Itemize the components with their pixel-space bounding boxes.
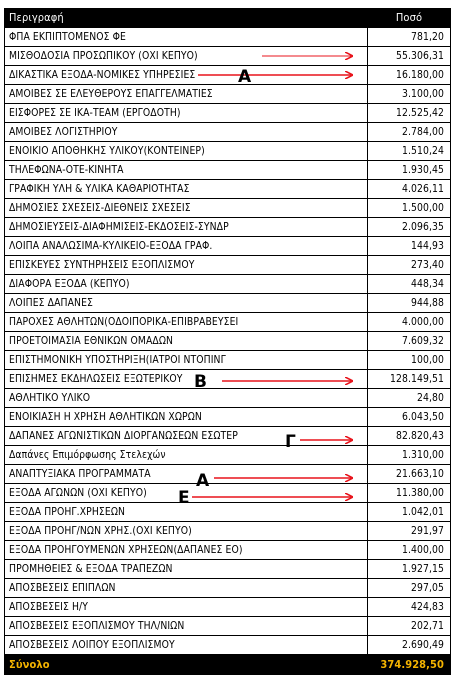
row-description: ΑΠΟΣΒΕΣΕΙΣ ΛΟΙΠΟΥ ΕΞΟΠΛΙΣΜΟΥ <box>4 636 368 654</box>
row-description: ΤΗΛΕΦΩΝΑ-ΟΤΕ-ΚΙΝΗΤΑ <box>4 161 368 179</box>
table-row <box>4 465 451 484</box>
row-description: ΕΝΟΙΚΙΟ ΑΠΟΘΗΚΗΣ ΥΛΙΚΟΥ(ΚΟΝΤΕΙΝΕΡ) <box>4 142 368 160</box>
row-amount: 424,83 <box>368 598 451 616</box>
row-description: ΕΠΙΣΗΜΕΣ ΕΚΔΗΛΩΣΕΙΣ ΕΞΩΤΕΡΙΚΟΥ <box>4 370 368 388</box>
row-amount: 3.100,00 <box>368 85 451 103</box>
row-description: ΕΙΣΦΟΡΕΣ ΣΕ ΙΚΑ-TEAM (ΕΡΓΟΔΟΤΗ) <box>4 104 368 122</box>
row-description: ΑΠΟΣΒΕΣΕΙΣ ΕΞΟΠΛΙΣΜΟΥ ΤΗΛ/ΝΙΩΝ <box>4 617 368 635</box>
table-row <box>4 484 451 503</box>
annotation-label-e: Ε <box>178 488 190 508</box>
expenses-table <box>4 8 451 675</box>
table-row <box>4 579 451 598</box>
row-description: ΔΑΠΑΝΕΣ ΑΓΩΝΙΣΤΙΚΩΝ ΔΙΟΡΓΑΝΩΣΕΩΝ ΕΣΩΤΕΡ <box>4 427 368 445</box>
row-amount: 448,34 <box>368 275 451 293</box>
table-row <box>4 256 451 275</box>
table-row <box>4 85 451 104</box>
row-amount: 128.149,51 <box>368 370 451 388</box>
row-description: ΑΠΟΣΒΕΣΕΙΣ ΕΠΙΠΛΩΝ <box>4 579 368 597</box>
header-description: Περιγραφή <box>4 8 368 27</box>
row-amount: 7.609,32 <box>368 332 451 350</box>
annotation-label-a: Α <box>238 67 252 87</box>
row-amount: 781,20 <box>368 28 451 46</box>
table-row <box>4 142 451 161</box>
row-description: ΕΠΙΣΚΕΥΕΣ ΣΥΝΤΗΡΗΣΕΙΣ ΕΞΟΠΛΙΣΜΟΥ <box>4 256 368 274</box>
table-row <box>4 522 451 541</box>
row-amount: 944,88 <box>368 294 451 312</box>
header-amount: Ποσό <box>368 8 451 27</box>
table-row <box>4 427 451 446</box>
row-description: ΠΡΟΕΤΟΙΜΑΣΙΑ ΕΘΝΙΚΩΝ ΟΜΑΔΩΝ <box>4 332 368 350</box>
total-label: Σύνολο <box>4 655 368 674</box>
row-amount: 2.784,00 <box>368 123 451 141</box>
table-row <box>4 47 451 66</box>
table-row <box>4 370 451 389</box>
row-amount: 1.927,15 <box>368 560 451 578</box>
table-row <box>4 446 451 465</box>
row-amount: 291,97 <box>368 522 451 540</box>
table-row <box>4 123 451 142</box>
row-description: ΔΙΚΑΣΤΙΚΑ ΕΞΟΔΑ-ΝΟΜΙΚΕΣ ΥΠΗΡΕΣΙΕΣ <box>4 66 368 84</box>
annotation-label-b: Β <box>194 372 207 392</box>
table-row <box>4 541 451 560</box>
table-row <box>4 560 451 579</box>
row-description: ΠΡΟΜΗΘΕΙΕΣ & ΕΞΟΔΑ ΤΡΑΠΕΖΩΝ <box>4 560 368 578</box>
row-description: ΔΗΜΟΣΙΕΥΣΕΙΣ-ΔΙΑΦΗΜΙΣΕΙΣ-ΕΚΔΟΣΕΙΣ-ΣΥΝΔΡ <box>4 218 368 236</box>
table-row <box>4 66 451 85</box>
row-description: ΛΟΙΠΕΣ ΔΑΠΑΝΕΣ <box>4 294 368 312</box>
table-row <box>4 332 451 351</box>
table-row <box>4 180 451 199</box>
total-amount: 374.928,50 <box>368 655 451 674</box>
table-row <box>4 199 451 218</box>
row-amount: 82.820,43 <box>368 427 451 445</box>
table-row <box>4 636 451 655</box>
table-row <box>4 28 451 47</box>
row-description: ΕΞΟΔΑ ΠΡΟΗΓ.ΧΡΗΣΕΩΝ <box>4 503 368 521</box>
row-description: ΑΜΟΙΒΕΣ ΛΟΓΙΣΤΗΡΙΟΥ <box>4 123 368 141</box>
table-row <box>4 237 451 256</box>
row-amount: 1.310,00 <box>368 446 451 464</box>
row-amount: 297,05 <box>368 579 451 597</box>
row-description: ΑΜΟΙΒΕΣ ΣΕ ΕΛΕΥΘΕΡΟΥΣ ΕΠΑΓΓΕΛΜΑΤΙΕΣ <box>4 85 368 103</box>
row-amount: 16.180,00 <box>368 66 451 84</box>
row-amount: 6.043,50 <box>368 408 451 426</box>
table-row <box>4 503 451 522</box>
row-amount: 202,71 <box>368 617 451 635</box>
table-row <box>4 389 451 408</box>
row-description: ΑΠΟΣΒΕΣΕΙΣ Η/Υ <box>4 598 368 616</box>
table-total-row <box>4 655 451 675</box>
row-amount: 2.690,49 <box>368 636 451 654</box>
table-body <box>4 28 451 655</box>
table-row <box>4 104 451 123</box>
table-row <box>4 161 451 180</box>
row-amount: 1.510,24 <box>368 142 451 160</box>
row-amount: 100,00 <box>368 351 451 369</box>
row-amount: 1.930,45 <box>368 161 451 179</box>
row-description: ΜΙΣΘΟΔΟΣΙΑ ΠΡΟΣΩΠΙΚΟΥ (ΟΧΙ ΚΕΠΥΟ) <box>4 47 368 65</box>
row-description: ΛΟΙΠΑ ΑΝΑΛΩΣΙΜΑ-ΚΥΛΙΚΕΙΟ-ΕΞΟΔΑ ΓΡΑΦ. <box>4 237 368 255</box>
row-description: ΕΠΙΣΤΗΜΟΝΙΚΗ ΥΠΟΣΤΗΡΙΞΗ(ΙΑΤΡΟΙ ΝΤΟΠΙΝΓ <box>4 351 368 369</box>
row-amount: 2.096,35 <box>368 218 451 236</box>
annotation-label-g: Γ <box>285 432 296 452</box>
row-description: ΑΘΛΗΤΙΚΟ ΥΛΙΚΟ <box>4 389 368 407</box>
row-description: ΑΝΑΠΤΥΞΙΑΚΑ ΠΡΟΓΡΑΜΜΑΤΑ <box>4 465 368 483</box>
annotation-label-a2: Α <box>196 471 210 491</box>
row-amount: 55.306,31 <box>368 47 451 65</box>
row-description: ΔΙΑΦΟΡΑ ΕΞΟΔΑ (ΚΕΠΥΟ) <box>4 275 368 293</box>
table-header-row <box>4 8 451 28</box>
row-amount: 11.380,00 <box>368 484 451 502</box>
row-description: ΠΑΡΟΧΕΣ ΑΘΛΗΤΩΝ(ΟΔΟΙΠΟΡΙΚΑ-ΕΠΙΒΡΑΒΕΥΣΕΙ <box>4 313 368 331</box>
table-row <box>4 275 451 294</box>
table-row <box>4 351 451 370</box>
row-amount: 24,80 <box>368 389 451 407</box>
row-amount: 1.042,01 <box>368 503 451 521</box>
row-description: ΦΠΑ ΕΚΠΙΠΤΟΜΕΝΟΣ ΦΕ <box>4 28 368 46</box>
row-description: ΕΞΟΔΑ ΠΡΟΗΓ/ΝΩΝ ΧΡΗΣ.(ΟΧΙ ΚΕΠΥΟ) <box>4 522 368 540</box>
row-amount: 4.000,00 <box>368 313 451 331</box>
row-amount: 144,93 <box>368 237 451 255</box>
row-description: Δαπάνες Επιμόρφωσης Στελεχών <box>4 446 368 464</box>
table-row <box>4 598 451 617</box>
row-description: ΕΝΟΙΚΙΑΣΗ Η ΧΡΗΣΗ ΑΘΛΗΤΙΚΩΝ ΧΩΡΩΝ <box>4 408 368 426</box>
table-row <box>4 408 451 427</box>
row-amount: 273,40 <box>368 256 451 274</box>
row-description: ΕΞΟΔΑ ΑΓΩΝΩΝ (ΟΧΙ ΚΕΠΥΟ) <box>4 484 368 502</box>
row-amount: 21.663,10 <box>368 465 451 483</box>
table-row <box>4 617 451 636</box>
row-amount: 4.026,11 <box>368 180 451 198</box>
row-amount: 12.525,42 <box>368 104 451 122</box>
table-row <box>4 218 451 237</box>
row-description: ΓΡΑΦΙΚΗ ΥΛΗ & ΥΛΙΚΑ ΚΑΘΑΡΙΟΤΗΤΑΣ <box>4 180 368 198</box>
row-amount: 1.500,00 <box>368 199 451 217</box>
table-row <box>4 313 451 332</box>
table-row <box>4 294 451 313</box>
row-description: ΕΞΟΔΑ ΠΡΟΗΓΟΥΜΕΝΩΝ ΧΡΗΣΕΩΝ(ΔΑΠΑΝΕΣ ΕΟ) <box>4 541 368 559</box>
row-amount: 1.400,00 <box>368 541 451 559</box>
row-description: ΔΗΜΟΣΙΕΣ ΣΧΕΣΕΙΣ-ΔΙΕΘΝΕΙΣ ΣΧΕΣΕΙΣ <box>4 199 368 217</box>
